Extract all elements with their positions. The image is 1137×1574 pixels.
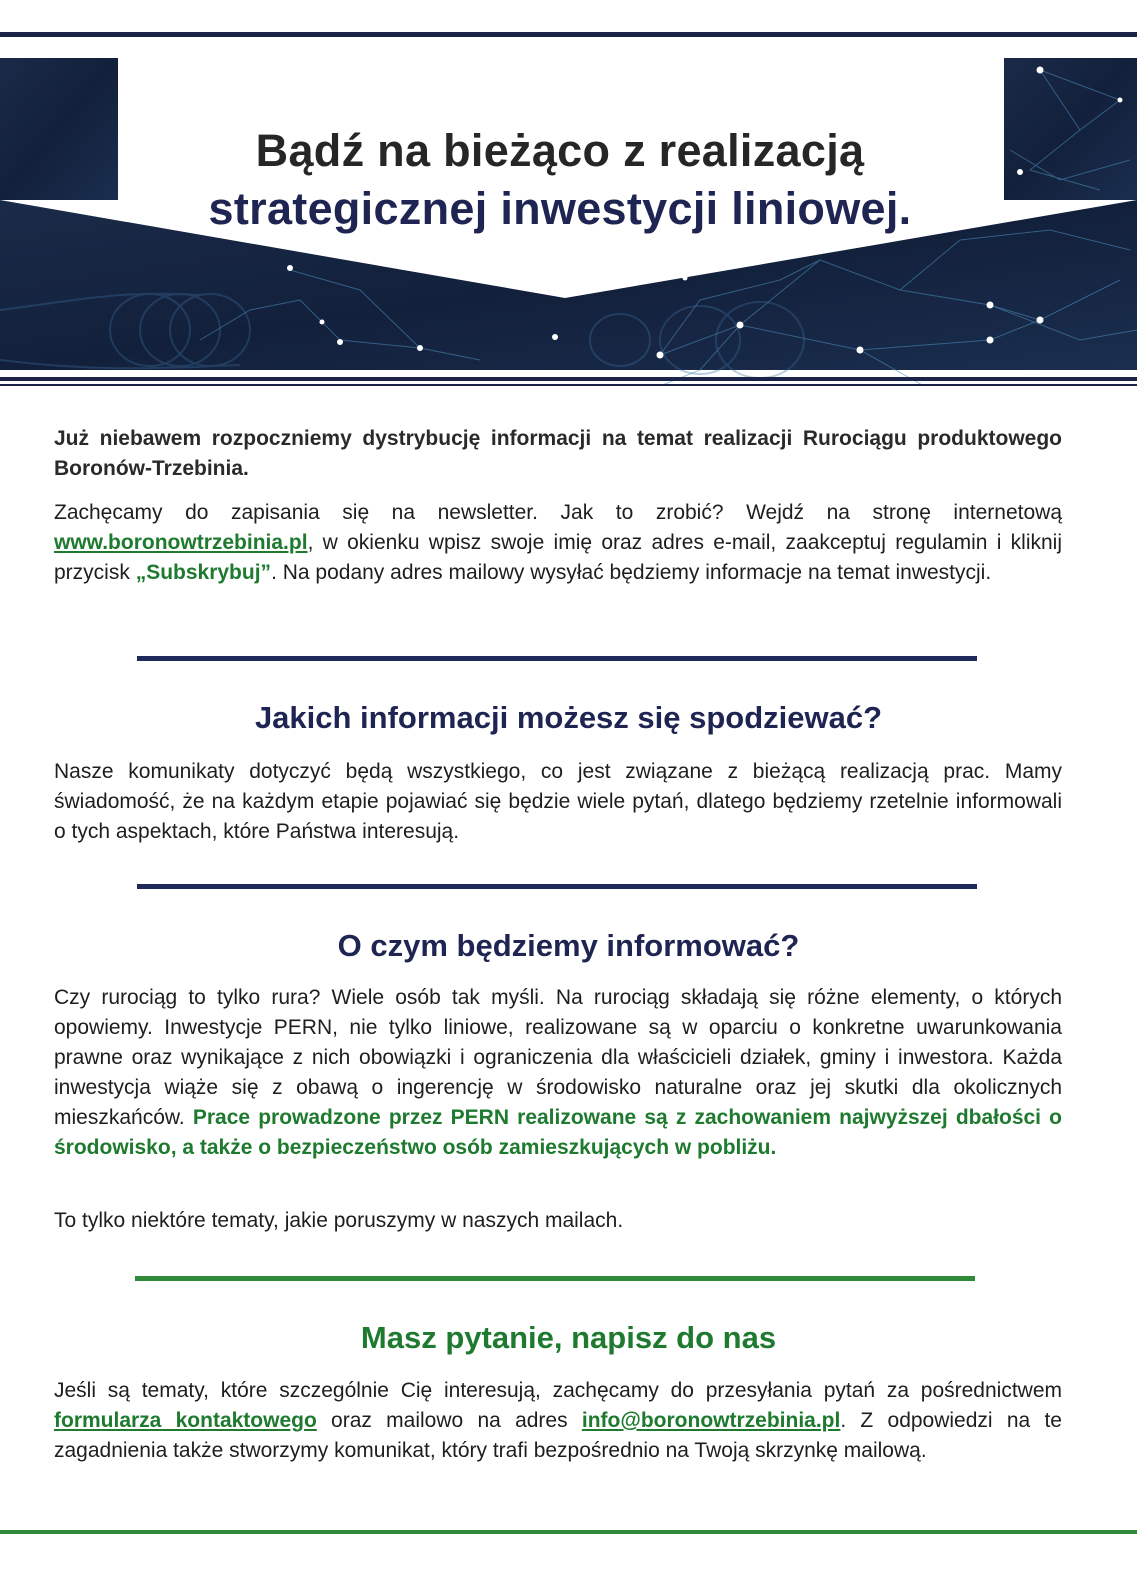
section2-body-text: Czy rurociąg to tylko rura? Wiele osób tak myśli. Na rurociąg składają się różne elementy, o których opowiemy. Inwestycje PERN, nie tylko liniowe, realizowane są w oparciu o konkretne uwarunkowania prawne oraz wynikające z nich obowiązki i ograniczenia dla właścicieli działek, gminy i inwestora. Każda inwestycja wiąże się z obawą o ingerencję w środowisko naturalne oraz jej skutki dla okolicznych mieszkańców. [54,986,1062,1129]
section2-body [54,983,1062,1163]
banner-title-line1: Bądź na bieżąco z realizacją [255,125,865,176]
section-divider-3 [135,1276,975,1281]
intro-text-2: , w okienku wpisz swoje imię oraz adres e-mail, zaakceptuj regulamin i kliknij przycisk [54,531,1062,584]
section3-text-3: . Z odpowiedzi na te zagadnienia także stworzymy komunikat, który trafi bezpośrednio na Twoją skrzynkę mailową. [54,1409,1062,1462]
subscribe-label: „Subskrybuj” [135,561,272,584]
header-banner [0,40,1137,385]
left-banner-block [0,58,118,200]
website-link[interactable]: www.boronowtrzebinia.pl [54,531,308,554]
banner-title [120,122,1000,238]
section1-heading: Jakich informacji możesz się spodziewać? [254,700,883,735]
section3-text-1: Jeśli są tematy, które szczególnie Cię interesują, zachęcamy do przesyłania pytań za pośrednictwem [54,1379,1062,1402]
section1-body: Nasze komunikaty dotyczyć będą wszystkiego, co jest związane z bieżącą realizacją prac. Mamy świadomość, że na każdym etapie pojawiać się będzie wiele pytań, dlatego będziemy rzetelnie informowali o tych aspektach, które Państwa interesują. [54,760,1062,843]
contact-form-link[interactable]: formularza kontaktowego [54,1409,317,1432]
section2-highlight: Prace prowadzone przez PERN realizowane są z zachowaniem najwyższej dbałości o środowisko, a także o bezpieczeństwo osób zamieszkujących w pobliżu. [54,1106,1062,1159]
section3-text-2: oraz mailowo na adres [316,1409,582,1432]
intro-text-3: . Na podany adres mailowy wysyłać będziemy informacje na temat inwestycji. [271,561,992,584]
top-divider [0,32,1137,37]
bottom-divider [0,1530,1137,1534]
banner-bottom-divider [0,377,1137,381]
section3-body [54,1376,1062,1466]
intro-text-1: Zachęcamy do zapisania się na newsletter. Jak to zrobić? Wejdź na stronę internetową [54,501,1062,524]
banner-title-line2: strategicznej inwestycji liniowej. [208,183,912,234]
section3-heading: Masz pytanie, napisz do nas [360,1320,777,1355]
section-divider-1 [137,656,977,661]
banner-bottom-divider-thin [0,384,1137,386]
email-link[interactable]: info@boronowtrzebinia.pl [581,1409,841,1432]
section2-closing: To tylko niektóre tematy, jakie poruszymy w naszych mailach. [54,1209,624,1232]
intro-paragraph [54,498,1062,588]
intro-lead: Już niebawem rozpoczniemy dystrybucję informacji na temat realizacji Rurociągu produktowego Boronów-Trzebinia. [54,427,1062,480]
right-banner-block [1004,58,1137,200]
section2-heading: O czym będziemy informować? [337,928,800,963]
section-divider-2 [137,884,977,889]
